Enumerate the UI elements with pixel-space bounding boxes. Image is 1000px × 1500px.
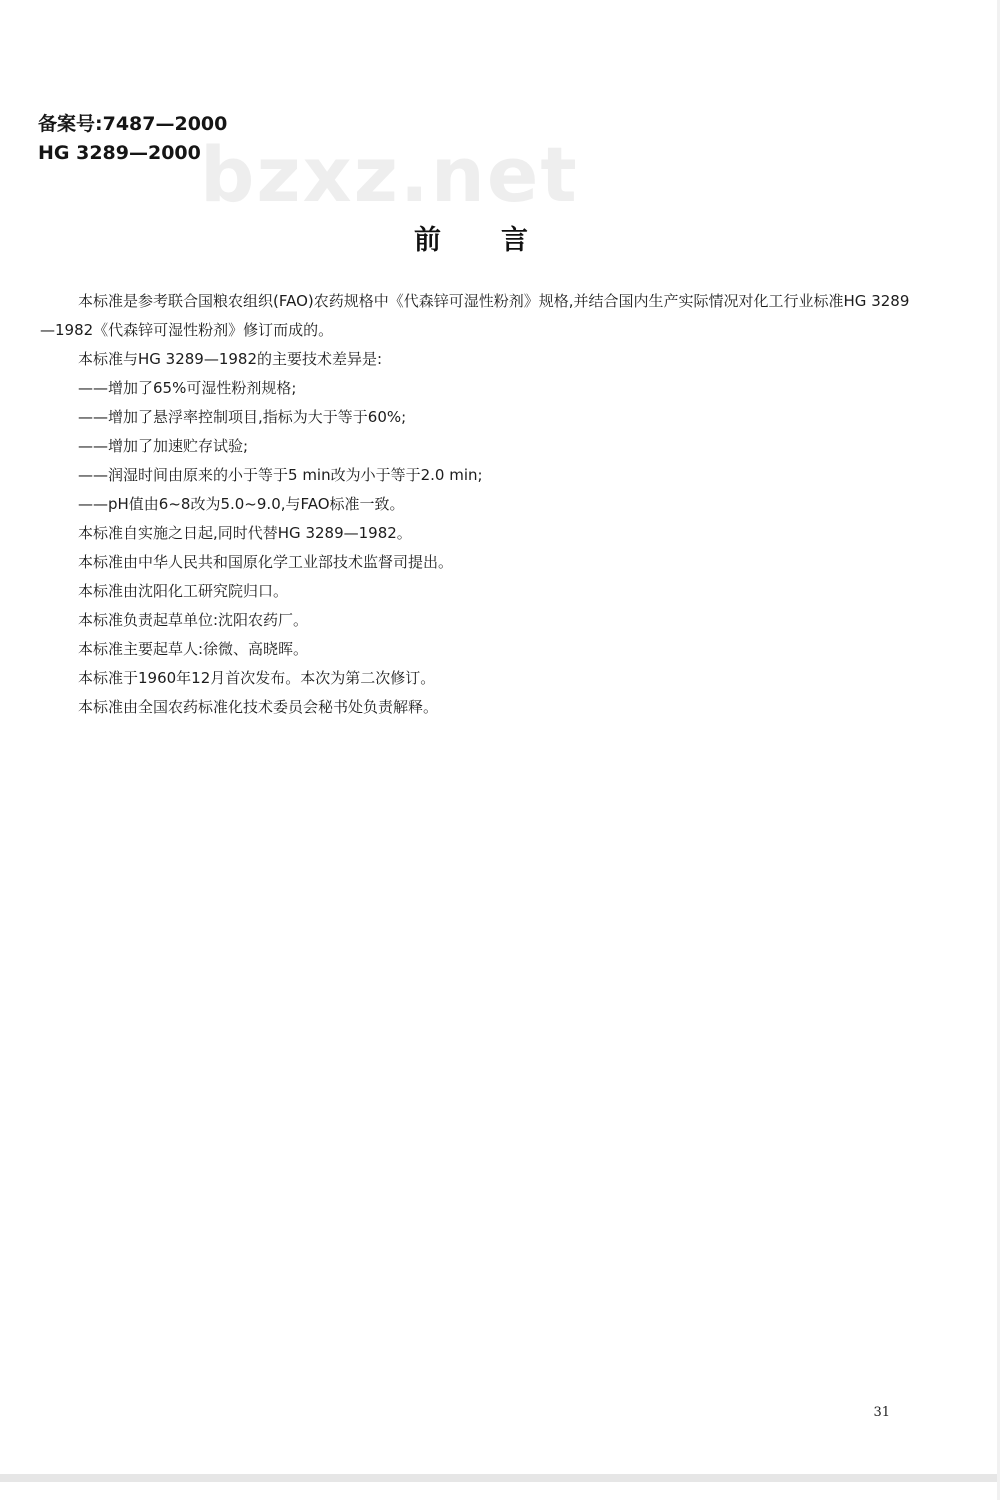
statement-line: 本标准负责起草单位:沈阳农药厂。 [78, 611, 309, 629]
page-title: 前言 [414, 225, 588, 256]
statement-line: 本标准由全国农药标准化技术委员会秘书处负责解释。 [78, 698, 439, 716]
filing-number: 备案号:7487—2000 [38, 113, 228, 135]
bottom-edge [0, 1474, 1000, 1482]
difference-item: ——pH值由6~8改为5.0~9.0,与FAO标准一致。 [78, 495, 405, 513]
intro-paragraph: 本标准是参考联合国粮农组织(FAO)农药规格中《代森锌可湿性粉剂》规格,并结合国内生产实际情况对化工行业标准HG 3289—1982《代森锌可湿性粉剂》修订而成的。 [40, 292, 910, 339]
difference-item: ——增加了65%可湿性粉剂规格; [78, 379, 297, 397]
differences-intro: 本标准与HG 3289—1982的主要技术差异是: [78, 350, 383, 368]
difference-item: ——润湿时间由原来的小于等于5 min改为小于等于2.0 min; [78, 466, 483, 484]
statement-line: 本标准由中华人民共和国原化学工业部技术监督司提出。 [78, 553, 454, 571]
difference-item: ——增加了加速贮存试验; [78, 437, 249, 455]
watermark-text: bzxz.net [200, 130, 579, 219]
statement-line: 本标准主要起草人:徐微、高晓晖。 [78, 640, 309, 658]
document-header [38, 110, 227, 168]
foreword-body [40, 287, 915, 722]
difference-item: ——增加了悬浮率控制项目,指标为大于等于60%; [78, 408, 407, 426]
statement-line: 本标准由沈阳化工研究院归口。 [78, 582, 289, 600]
page-number: 31 [873, 1405, 890, 1420]
statement-line: 本标准自实施之日起,同时代替HG 3289—1982。 [78, 524, 412, 542]
statement-line: 本标准于1960年12月首次发布。本次为第二次修订。 [78, 669, 436, 687]
standard-code: HG 3289—2000 [38, 142, 201, 164]
